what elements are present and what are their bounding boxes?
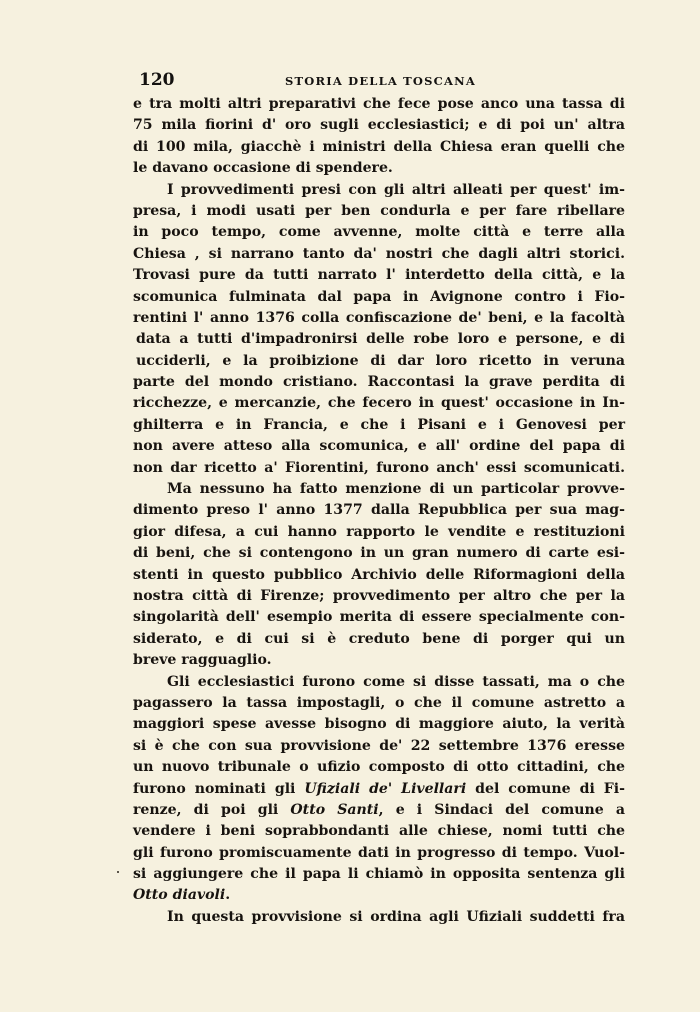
text-line: pagassero la tassa impostagli, o che il comune astretto a [133, 694, 625, 711]
text-line: maggiori spese avesse bisogno di maggiore aiuto, la verità [133, 716, 625, 733]
text-line: Gli ecclesiastici furono come si disse tassati, ma o che [167, 673, 625, 690]
text-line: data a tutti d'impadronirsi delle robe loro e persone, e di [136, 331, 625, 348]
text-line: singolarità dell' esempio merita di essere specialmente con- [133, 609, 625, 626]
text-line: stenti in questo pubblico Archivio delle Riformagioni della [133, 566, 625, 583]
text-line: non dar ricetto a' Fiorentini, furono anch' essi scomunicati. [133, 459, 625, 476]
text-line: 75 mila fiorini d' oro sugli ecclesiastici; e di poi un' altra [133, 117, 625, 134]
text-line: dimento preso l' anno 1377 dalla Repubblica per sua mag- [133, 502, 625, 519]
italic-phrase: Ufiziali de' Livellari [304, 780, 467, 797]
text-line [133, 885, 625, 906]
text-line: I provvedimenti presi con gli altri alleati per quest' im- [167, 181, 625, 198]
text-line: ucciderli, e la proibizione di dar loro ricetto in veruna [136, 352, 625, 369]
text-line: e tra molti altri preparativi che fece pose anco una tassa di [133, 96, 625, 112]
text-line: Ma nessuno ha fatto menzione di un particolar provve- [167, 481, 625, 498]
text-line: vendere i beni soprabbondanti alle chiese, nomi tutti che [133, 823, 625, 840]
text-line: di beni, che si contengono in un gran numero di carte esi- [133, 545, 625, 562]
text-segment: . [225, 887, 231, 904]
text-line: Trovasi pure da tutti narrato l' interdetto della città, e la [133, 267, 625, 284]
italic-phrase: Otto Santi [290, 801, 379, 818]
page-body [133, 94, 625, 928]
text-line: In questa provvisione si ordina agli Ufiziali suddetti fra [167, 908, 625, 925]
margin-mark [117, 871, 119, 873]
text-line: si è che con sua provvisione de' 22 settembre 1376 eresse [133, 737, 625, 754]
text-line: ghilterra e in Francia, e che i Pisani e i Genovesi per [133, 416, 625, 433]
text-segment: , e i Sindaci del comune a [378, 801, 625, 818]
text-line: gli furono promiscuamente dati in progresso di tempo. Vuol- [133, 844, 625, 861]
text-line: breve ragguaglio. [133, 652, 272, 669]
italic-phrase: Otto diavoli [133, 887, 226, 904]
text-line: gior difesa, a cui hanno rapporto le vendite e restituzioni [133, 523, 625, 540]
text-line: di 100 mila, giacchè i ministri della Chiesa eran quelli che [133, 138, 625, 155]
text-line: si aggiungere che il papa li chiamò in opposita sentenza gli [133, 866, 625, 883]
text-segment: furono nominati gli [133, 780, 305, 797]
text-line: parte del mondo cristiano. Raccontasi la grave perdita di [133, 374, 625, 391]
text-line: presa, i modi usati per ben condurla e per fare ribellare [133, 202, 625, 219]
text-line: le davano occasione di spendere. [133, 160, 393, 177]
text-line [133, 800, 625, 821]
text-line: scomunica fulminata dal papa in Avignone contro i Fio- [133, 288, 625, 305]
text-segment: del comune di Fi- [466, 780, 625, 797]
text-segment: renze, di poi gli [133, 801, 291, 818]
text-line: rentini l' anno 1376 colla confiscazione de' beni, e la facoltà [133, 309, 625, 326]
page-header [133, 68, 625, 94]
text-line: in poco tempo, come avvenne, molte città e terre alla [133, 224, 625, 241]
text-line: non avere atteso alla scomunica, e all' ordine del papa di [133, 438, 625, 455]
text-line: Chiesa , si narrano tanto da' nostri che dagli altri storici. [133, 245, 625, 262]
text-line: siderato, e di cui si è creduto bene di porger qui un [133, 630, 625, 647]
text-line: ricchezze, e mercanzie, che fecero in quest' occasione in In- [133, 395, 625, 412]
text-line: un nuovo tribunale o ufizio composto di otto cittadini, che [133, 759, 625, 776]
text-line: nostra città di Firenze; provvedimento per altro che per la [133, 587, 625, 604]
running-title: STORIA DELLA TOSCANA [285, 74, 476, 88]
text-line [133, 779, 625, 800]
page-number: 120 [139, 70, 175, 90]
